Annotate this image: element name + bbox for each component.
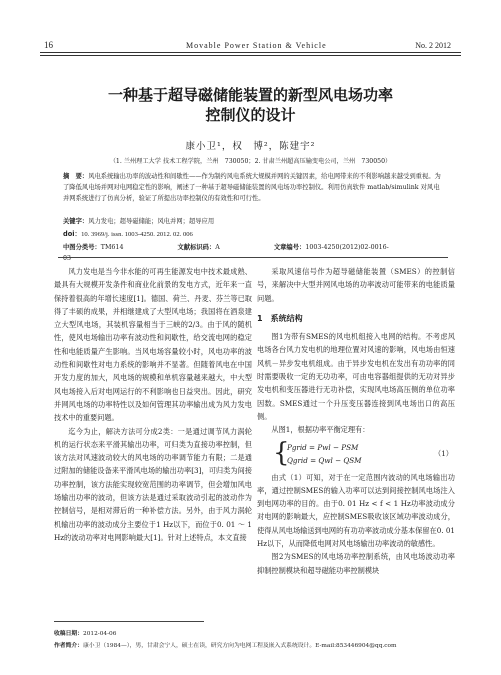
journal-name: Movable Power Station & Vehicle <box>186 41 327 50</box>
keywords <box>63 216 445 227</box>
classification-line <box>63 242 445 264</box>
keywords-text: 风力发电；超导磁储能；风电并网；超导应用 <box>88 218 215 225</box>
doc-code-value: A <box>215 244 220 251</box>
issue-number: No. 2 2012 <box>415 41 451 50</box>
keywords-label: 关键字： <box>63 218 89 225</box>
body-paragraph: 图1为带有SMES的风电机组接入电网的结构。不考虑风电场各台风力发电机的地理位置对风速的影响，风电场由恒速风机－异步发电机组成。由于异步发电机在发出有功功率的同时需要吸收一定的无功功率，可由电容器组提供的无功对异步发电机和变压器进行无功补偿，实现风电场高压侧的单位功率因数。SMES通过一个升压变压器连接到风电场出口的高压侧。 <box>257 332 455 421</box>
equation-number: （1） <box>434 448 453 458</box>
paper-title-line2: 控制仪的设计 <box>205 106 296 124</box>
body-column-right <box>257 265 455 577</box>
affiliation: （1. 兰州理工大学 技术工程学院，兰州 730050；2. 甘肃兰州超高压输变电公司，兰州 730050） <box>109 158 392 165</box>
author-bio-label: 作者简介： <box>54 643 83 649</box>
doi-label: doi： <box>63 230 82 238</box>
author-list: 康小卫¹，权 博²，陈建宇² <box>185 141 316 152</box>
equation-1 <box>257 439 455 469</box>
doi-line <box>63 229 445 240</box>
article-no-label: 文章编号： <box>273 244 306 251</box>
doi-value: 10. 3969/j. issn. 1003-4250. 2012. 02. 006 <box>81 231 193 238</box>
section-heading: 1 系统结构 <box>257 313 303 323</box>
body-paragraph: 迄今为止，解决方法可分成2类：一是通过调节风力涡轮机的运行状态来平滑其输出功率，可归类为直接功率控制，但该方法对风速波动较大的风电场的功率调节能力有限；二是通过附加的储能设备来平滑风电场的输出功率[3]，可归类为间接功率控制，该方法能实现较宽范围的功率调节，但会增加风电场输出功率的波动，但该方法是通过采取波动引起的波动作为控制信号，是相对滞后的一种补偿方法。另外，由于风力涡轮机输出功率的波动成分主要位于1 Hz以下，而位于0. 01 ～ 1 Hz的波动功率对电网影响最大[1]。针对上述特点，本文直接 <box>54 426 252 542</box>
footnote-divider <box>54 621 204 622</box>
doc-code-label: 文献标识码： <box>177 244 216 251</box>
received-label: 收稿日期： <box>54 631 83 637</box>
footnote-received <box>54 628 454 637</box>
body-paragraph: 图2为SMES的风电场功率控制系统，由风电场波动功率抑制控制模块和超导磁能功率控制模块 <box>257 552 455 575</box>
running-header <box>40 38 461 54</box>
body-column-left <box>54 265 252 544</box>
equation-line-p: Pgrid = Pwl − PSM <box>287 442 359 452</box>
article-no-value: 1003-4250(2012)02-0016-03 <box>63 244 389 262</box>
body-paragraph: 风力发电是当今非水能的可再生能源发电中技术最成熟、最具有大规模开发条件和商业化前景的发电方式，近年来一直保持着很高的年增长速度[1]。德国、荷兰、丹麦、芬兰等已取得了丰硕的成果，并相继建成了大型风电场；我国将在酒泉建立大型风电场，其装机容量相当于三峡的2/3。由于风的随机性，使风电场输出功率有波动性和间歇性，给交流电网的稳定性和电能质量产生影响。当风电场容量较小时，风电功率的波动性和间歇性对电力系统的影响并不显著。但随着风电在中国开发力度的加大，风电场的规模和单机容量越来越大，中大型风电场接入后对电网运行的不利影响也日益突出。因此，研究并网风电场的功率特性以及如何管理其功率输出成为风力发电技术中的重要问题。 <box>54 267 252 423</box>
header-rule-thick <box>40 52 461 53</box>
page-number: 16 <box>44 40 53 50</box>
author-bio: 康小卫（1984—），男，甘肃会宁人，硕士在读，研究方向为电网工程及嵌入式系统设计。E-mail:853446904@qq.com <box>83 643 397 649</box>
equation-line-q: Qgrid = Qwl − QSM <box>287 455 362 465</box>
abstract-divider <box>58 257 448 258</box>
footnote-author <box>54 640 454 649</box>
header-rule-thin <box>40 55 461 56</box>
abstract-label: 摘 要： <box>63 173 89 180</box>
paper-title-line1: 一种基于超导磁储能装置的新型风电场功率 <box>107 86 393 104</box>
body-paragraph: 采取风速信号作为超导磁储能装置（SMES）的控制信号，来解决中大型并网风电场的功率波动可能带来的电能质量问题。 <box>257 267 455 303</box>
abstract <box>63 171 445 204</box>
cls-label: 中图分类号： <box>63 244 101 251</box>
equation-brace: { <box>273 437 290 468</box>
received-date: 2012-04-06 <box>83 631 117 637</box>
abstract-text: 风电系统输出功率的波动性和间歇性——作为制约风电系统大规模并网的关键因素，给电网带来的不利影响越来越受到重视。为了降低风电场并网对电网稳定性的影响，阐述了一种基于超导磁储能装置的风电场功率控制仪。利用仿真软件 matlab/simulink 对风电并网系统进行了仿真分析，验证了所提出功率控制仪的有效性和可行性。 <box>63 173 441 202</box>
cls-value: TM614 <box>100 244 124 251</box>
body-paragraph: 由式（1）可知，对于在一定范围内波动的风电场输出功率，通过控制SMES的输入功率可以达到间接控制风电场注入到电网功率的目的。由于0. 01 Hz < f < 1 Hz功率波动成分对电网的影响最大，应控制SMES吸收该区域功率波动成分，使得从风电场输送到电网的有功功率波动成分基本保留在0. 01 Hz以下，从而降低电网对风电场输出功率波动的敏感性。 <box>257 472 455 549</box>
body-paragraph: 从图1，根据功率平衡定理有： <box>271 425 370 435</box>
